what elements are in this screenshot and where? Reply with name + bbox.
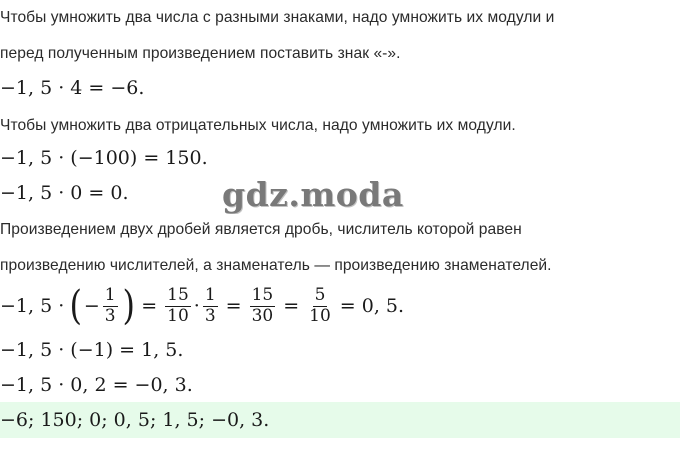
fraction-15-30: [250, 284, 276, 326]
equals-sign: =: [141, 295, 158, 317]
equals-sign: =: [283, 295, 300, 317]
expr5-equation: −1, 5 · (−1) = 1, 5.: [0, 339, 184, 361]
rule1-line2: перед полученным произведением поставить знак «-».: [0, 45, 401, 62]
expr2-equation: −1, 5 · (−100) = 150.: [0, 147, 208, 169]
expr3-equation: −1, 5 · 0 = 0.: [0, 182, 129, 204]
fraction-numerator: 1: [204, 284, 216, 305]
rule1-line1: Чтобы умножить два числа с разными знаками, надо умножить их модули и: [0, 9, 555, 26]
fraction-denominator: 10: [309, 305, 331, 326]
expr4-fraction-equation: [0, 280, 404, 332]
expr4-paren-open: (: [69, 283, 83, 329]
fraction-1-3-second: [203, 284, 218, 326]
expr6-equation: −1, 5 · 0, 2 = −0, 3.: [0, 374, 193, 396]
expr4-paren-close: ): [122, 283, 135, 329]
fraction-5-10: [307, 284, 333, 326]
answer-text: −6; 150; 0; 0, 5; 1, 5; −0, 3.: [0, 409, 270, 431]
fraction-1-3: [103, 284, 118, 326]
expr4-tail: = 0, 5.: [339, 295, 405, 317]
fraction-15-10: [165, 284, 191, 326]
rule3-line1: Произведением двух дробей является дробь, числитель которой равен: [0, 221, 522, 238]
equals-sign: =: [225, 295, 242, 317]
fraction-numerator: 1: [104, 284, 116, 305]
fraction-denominator: 10: [167, 305, 189, 326]
rule3-line2: произведению числителей, а знаменатель — произведению знаменателей.: [0, 257, 552, 274]
fraction-numerator: 15: [167, 284, 189, 305]
fraction-numerator: 5: [314, 284, 326, 305]
gdz-watermark-logo: gdz.moda: [222, 175, 404, 214]
fraction-denominator: 3: [104, 305, 116, 326]
expr4-lead: −1, 5 ·: [0, 295, 65, 317]
fraction-numerator: 15: [251, 284, 274, 305]
fraction-denominator: 30: [251, 305, 274, 326]
multiply-dot: ·: [193, 295, 200, 317]
rule2-text: Чтобы умножить два отрицательных числа, надо умножить их модули.: [0, 117, 516, 134]
expr1-equation: −1, 5 · 4 = −6.: [0, 77, 145, 99]
answer-highlight: [0, 402, 680, 438]
fraction-denominator: 3: [204, 305, 216, 326]
expr4-minus: −: [83, 295, 100, 317]
